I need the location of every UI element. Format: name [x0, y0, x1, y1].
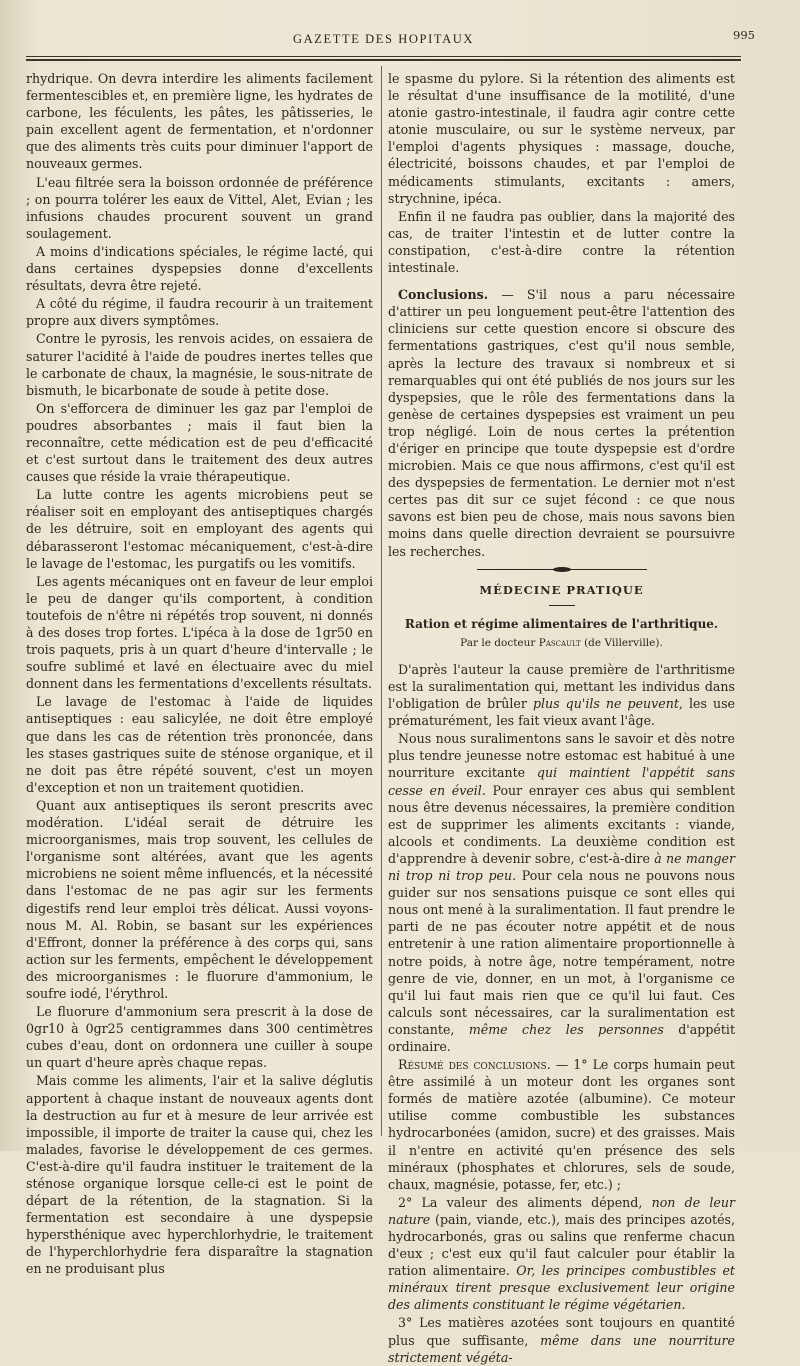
- paragraph: 2° La valeur des aliments dépend, non de leur nature (pain, viande, etc.), mais des principes azotés, hydrocarbonés, gras ou salins que renferme chacun d'eux ; c'est eux qu'il faut calculer pour établir la ration alimentaire. Or, les principes combustibles et minéraux tirent presque exclusivement leur origine des aliments constituant le régime végétarien.: [388, 1194, 735, 1313]
- header-rule-thin: [26, 56, 741, 57]
- conclusions-text: — S'il nous a paru nécessaire d'attirer un peu longuement peut-être l'attention des cliniciens sur cette question encore si obscure des fermentations gastriques, c'est qu'il nous semble, après la lecture des travaux si nombreux et si remarquables qui ont été publiés de nos jours sur les dyspepsies, que le rôle des fermentations dans la genèse de certaines dyspepsies est vraiment un peu trop négligé. Loin de nous certes la prétention d'ériger en principe que toute dyspepsie est d'ordre microbien. Mais ce que nous affirmons, c'est qu'il est des dyspepsies de fermentation. Le dernier mot n'est certes pas dit sur ce sujet fécond : ce que nous savons est bien peu de chose, mais nous savons bien moins dans quelle direction devraient se poursuivre les recherches.: [388, 287, 735, 559]
- column-divider: [381, 66, 382, 1136]
- paragraph: L'eau filtrée sera la boisson ordonnée de préférence ; on pourra tolérer les eaux de Vittel, Alet, Evian ; les infusions chaudes procurent souvent un grand soulagement.: [26, 174, 373, 241]
- ornamental-separator: [477, 569, 647, 570]
- left-column: [26, 70, 373, 1277]
- paragraph: D'après l'auteur la cause première de l'arthritisme est la suralimentation qui, mettant les individus dans l'obligation de brûler plus qu'ils ne peuvent, les use prématurément, les fait vieux avant l'âge.: [388, 661, 735, 729]
- paragraph: Le fluorure d'ammonium sera prescrit à la dose de 0gr10 à 0gr25 centigrammes dans 300 centimètres cubes d'eau, dont on ordonnera une cuiller à soupe un quart d'heure après chaque repas.: [26, 1004, 373, 1071]
- journal-title: GAZETTE DES HOPITAUX: [293, 32, 474, 46]
- paragraph: Mais comme les aliments, l'air et la salive déglutis apportent à chaque instant de nouveaux agents dont la destruction au fur et à mesure de leur arrivée est impossible, il importe de traiter la cause qui, chez les malades, favorise le développement de ces germes. C'est-à-dire qu'il faudra instituer le traitement de la sténose organique lorsque celle-ci est le point de départ de la rétention, de la stagnation. Si la fermentation est secondaire à une dyspepsie hypersthénique avec hyperchlorhydrie, le traitement de l'hyperchlorhydrie fera disparaître la stagnation en ne produisant plus: [26, 1073, 373, 1277]
- paragraph: Quant aux antiseptiques ils seront prescrits avec modération. L'idéal serait de détruire les microorganismes, mais trop souvent, les cellules de l'organisme sont altérées, avant que les agents microbiens ne soient même influencés, et la nécessité dans l'estomac de ne pas agir sur les ferments digestifs rend leur emploi très délicat. Aussi voyons-nous M. Al. Robin, se basant sur les expériences d'Effront, donner la préférence à des corps qui, sans action sur les ferments, empêchent le développement des microorganismes : le fluorure d'ammonium, le soufre iodé, l'érythrol.: [26, 797, 373, 1001]
- paragraph: rhydrique. On devra interdire les aliments facilement fermentescibles et, en première ligne, les hydrates de carbone, les féculents, les pâtes, les pâtisseries, le pain excellent agent de fermentation, et n'ordonner que des aliments très cuits pour diminuer l'apport de nouveaux germes.: [26, 71, 373, 172]
- article-title: Ration et régime alimentaires de l'arthritique.: [404, 616, 719, 631]
- header-rule-thick: [26, 59, 741, 61]
- byline: Par le docteur Pascault (de Villerville).: [460, 636, 663, 649]
- conclusions-paragraph: [388, 286, 735, 560]
- page-header: [26, 26, 755, 56]
- conclusions-label: Conclusions.: [398, 287, 489, 303]
- paragraph: A moins d'indications spéciales, le régime lacté, qui dans certaines dyspepsies donne d'excellents résultats, devra être rejeté.: [26, 243, 373, 294]
- short-rule: [549, 605, 575, 606]
- right-column: [388, 70, 736, 1365]
- paragraph: On s'efforcera de diminuer les gaz par l'emploi de poudres absorbantes ; mais il faut bien la reconnaître, cette médication est de peu d'efficacité et c'est surtout dans le traitement des deux autres causes que réside la vraie thérapeutique.: [26, 400, 373, 485]
- section-title: MÉDECINE PRATIQUE: [479, 582, 644, 597]
- paragraph: La lutte contre les agents microbiens peut se réaliser soit en employant des antiseptiques chargés de les détruire, soit en employant des agents qui débarasseront l'estomac mécaniquement, c'est-à-dire le lavage de l'estomac, les purgatifs ou les vomitifs.: [26, 487, 373, 571]
- paragraph: Le lavage de l'estomac à l'aide de liquides antiseptiques : eau salicylée, ne doit être employé que dans les cas de rétention très prononcée, dans les stases gastriques suite de sténose organique, et il ne doit pas être répété souvent, c'est un moyen d'exception et non un traitement quotidien.: [26, 694, 373, 795]
- resume-label: Résumé des conclusions.: [398, 1057, 551, 1073]
- paragraph: Les agents mécaniques ont en faveur de leur emploi le peu de danger qu'ils comportent, à condition toutefois de n'être ni répétés trop souvent, ni donnés à des doses trop fortes. L'ipéca à la dose de 1gr50 en trois paquets, pris à un quart d'heure d'intervalle ; le soufre sublimé et lavé en électuaire avec du miel donnent dans les fermentations d'excellents résultats.: [26, 573, 373, 692]
- paragraph: Contre le pyrosis, les renvois acides, on essaiera de saturer l'acidité à l'aide de poudres inertes telles que le carbonate de chaux, la magnésie, le sous-nitrate de bismuth, le bicarbonate de soude à petite dose.: [26, 331, 373, 398]
- author-name: Pascault: [538, 636, 581, 649]
- resume-paragraph: Résumé des conclusions. — 1° Le corps humain peut être assimilé à un moteur dont les organes sont formés de matière azotée (albumine). Ce moteur utilise comme combustible les substances hydrocarbonées (amidon, sucre) et des graisses. Mais il n'entre en activité qu'en présence des sels minéraux (phosphates et chlorures, sels de soude, chaux, magnésie, potasse, fer, etc.) ;: [388, 1057, 735, 1192]
- page-number: 995: [733, 28, 755, 42]
- paragraph: le spasme du pylore. Si la rétention des aliments est le résultat d'une insuffisance de la motilité, d'une atonie gastro-intestinale, il faudra agir contre cette atonie musculaire, ou sur le système nerveux, par l'emploi d'agents physiques : massage, douche, électricité, boissons chaudes, et par l'emploi de médicaments stimulants, excitants : amers, strychnine, ipéca.: [388, 71, 735, 206]
- paragraph: A côté du régime, il faudra recourir à un traitement propre aux divers symptômes.: [26, 296, 373, 329]
- paragraph: Nous nous suralimentons sans le savoir et dès notre plus tendre jeunesse notre estomac est habitué à une nourriture excitante qui maintient l'appétit sans cesse en éveil. Pour enrayer ces abus qui semblent nous être devenus nécessaires, la première condition est de supprimer les aliments excitants : viande, alcools et condiments. La deuxième condition est d'apprendre à devenir sobre, c'est-à-dire à ne manger ni trop ni trop peu. Pour cela nous ne pouvons nous guider sur nos sensations puisque ce sont elles qui nous ont mené à la suralimentation. Il faut prendre le parti de ne pas écouter notre appétit et de nous entretenir à une ration alimentaire proportionnelle à notre poids, à notre âge, notre tempérament, notre genre de vie, donner, en un mot, à l'organisme ce qu'il lui faut mais rien que ce qu'il lui faut. Ces calculs sont nécessaires, car la suralimentation est constante, même chez les personnes d'appétit ordinaire.: [388, 731, 736, 1054]
- paragraph: 3° Les matières azotées sont toujours en quantité plus que suffisante, même dans une nourriture strictement végéta-: [388, 1315, 735, 1365]
- paragraph: Enfin il ne faudra pas oublier, dans la majorité des cas, de traiter l'intestin et de lutter contre la constipation, c'est-à-dire contre la rétention intestinale.: [388, 208, 735, 276]
